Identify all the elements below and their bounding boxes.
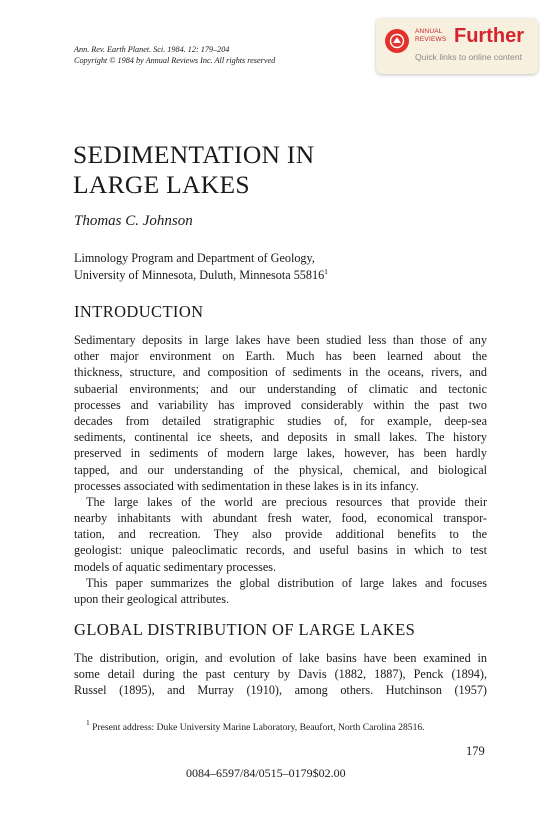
text-line: processes and variability has improved considerably within the past two	[74, 397, 487, 412]
badge-annual-label: ANNUAL	[415, 28, 443, 35]
page-number: 179	[466, 744, 485, 758]
annual-reviews-wordmark	[415, 28, 446, 43]
text-line: The large lakes of the world are precious resources that provide their	[86, 494, 487, 509]
further-badge[interactable]	[376, 18, 538, 74]
title-line-2: LARGE LAKES	[73, 170, 250, 199]
footnote-mark: 1	[86, 718, 90, 727]
text-line: subaerial environments; and our understanding of climatic and tectonic	[74, 381, 487, 396]
text-line: preserved in sediments of modern large lakes, however, has been hardly	[74, 446, 487, 461]
citation-line-2: Copyright © 1984 by Annual Reviews Inc. All rights reserved	[74, 56, 276, 65]
text-line: geologist: unique paleoclimatic records, and useful basins in which to test	[74, 543, 487, 558]
global-distribution-heading: GLOBAL DISTRIBUTION OF LARGE LAKES	[74, 620, 416, 639]
badge-reviews-label: REVIEWS	[415, 35, 447, 43]
text-line: some detail during the past century by Davis (1882, 1887), Penck (1894),	[74, 667, 487, 682]
text-line: Russel (1895), and Murray (1910), among others. Hutchinson (1957)	[74, 683, 487, 698]
citation-line-1: Ann. Rev. Earth Planet. Sci. 1984. 12: 179–204	[74, 45, 230, 54]
introduction-heading: INTRODUCTION	[74, 302, 204, 321]
text-line: tation, and recreation. They also provide additional benefits to the	[74, 527, 487, 542]
text-line: This paper summarizes the global distribution of large lakes and focuses	[86, 575, 487, 590]
text-line: processes associated with sedimentation in these lakes is in its infancy.	[74, 478, 419, 493]
text-line: The distribution, origin, and evolution of lake basins have been examined in	[74, 651, 487, 665]
text-line: tapped, and our understanding of the physical, chemical, and biological	[74, 462, 487, 477]
author-name: Thomas C. Johnson	[74, 213, 193, 229]
badge-further-label: Further	[454, 25, 524, 47]
article-code: 0084–6597/84/0515–0179$02.00	[186, 766, 346, 780]
affiliation-footnote-mark: 1	[324, 267, 328, 276]
title-line-1: SEDIMENTATION IN	[73, 140, 315, 169]
text-line: Sedimentary deposits in large lakes have been studied less than those of any	[74, 333, 487, 347]
text-line: models of aquatic sedimentary processes.	[74, 559, 277, 574]
badge-subtitle: Quick links to online content	[415, 52, 523, 62]
affiliation-line-2-text: University of Minnesota, Duluth, Minnesota 55816	[74, 268, 325, 282]
text-line: thickness, structure, and composition of sediments in the oceans, rivers, and	[74, 365, 487, 380]
text-line: decades from detailed stratigraphic studies of, for example, deep-sea	[74, 413, 487, 428]
text-line: sediments, continental ice sheets, and deposits in small lakes. The history	[74, 430, 487, 445]
global-distribution-paragraph	[74, 650, 487, 699]
affiliation-line-1: Limnology Program and Department of Geology,	[74, 251, 315, 265]
journal-citation	[74, 44, 275, 66]
footnote	[86, 718, 425, 733]
text-line: nearby inhabitants with abundant fresh water, food, economical transpor-	[74, 511, 487, 526]
footnote-text: Present address: Duke University Marine Laboratory, Beaufort, North Carolina 28516.	[89, 722, 425, 733]
text-line: upon their geological attributes.	[74, 592, 230, 606]
author-affiliation	[74, 250, 328, 284]
introduction-paragraph-1	[74, 332, 487, 607]
text-line: other major environment on Earth. Much has been learned about the	[74, 349, 487, 364]
affiliation-line-2	[74, 267, 328, 284]
article-title	[73, 140, 314, 200]
annual-reviews-logo-icon	[385, 29, 409, 53]
